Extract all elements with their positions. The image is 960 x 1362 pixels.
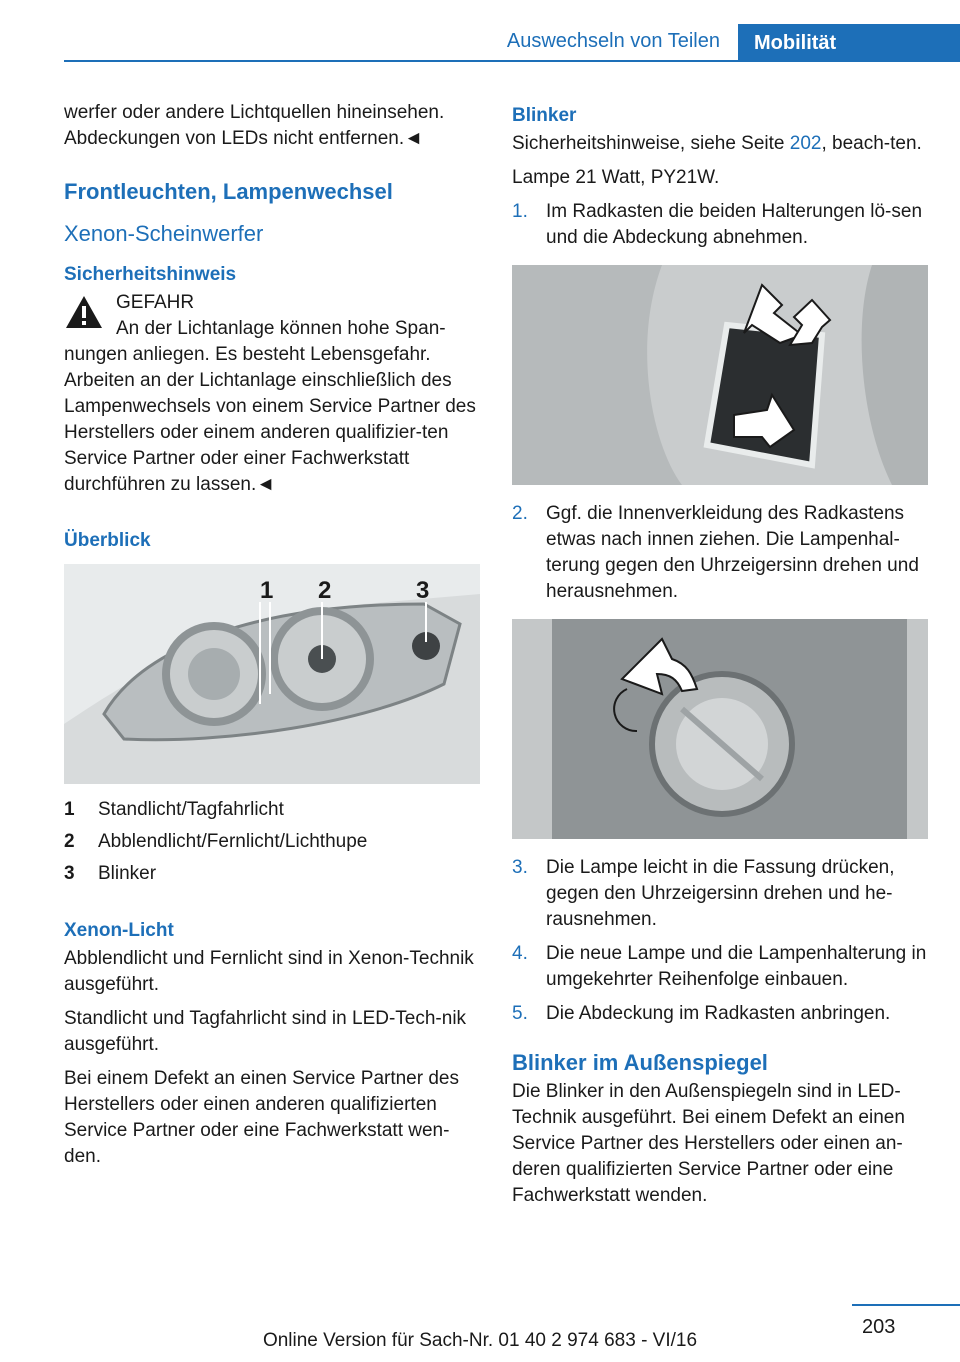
step-number: 4. xyxy=(512,943,528,964)
step-number: 5. xyxy=(512,1003,528,1024)
warning-title: GEFAHR xyxy=(116,292,195,313)
step-text: Die neue Lampe und die Lampenhalterung in umgekehrter Reihenfolge einbauen. xyxy=(546,943,927,990)
callout-3: 3 xyxy=(416,577,430,604)
chapter-tab: Mobilität xyxy=(738,24,960,62)
lamp-holder-image xyxy=(512,619,928,839)
footer-rule xyxy=(852,1304,960,1306)
step-item xyxy=(512,1001,932,1027)
heading-xenon-light: Xenon-Licht xyxy=(64,920,174,941)
page-number: 203 xyxy=(862,1316,896,1338)
safety-reference-text: Sicherheitshinweise, siehe Seite xyxy=(512,133,790,154)
legend-text: Abblendlicht/Fernlicht/Lichthupe xyxy=(98,831,368,852)
legend-item xyxy=(64,858,480,890)
wheel-arch-cover-image xyxy=(512,265,928,485)
heading-turn-signal: Blinker xyxy=(512,105,577,126)
lamp-spec: Lampe 21 Watt, PY21W. xyxy=(512,167,720,188)
xenon-paragraph-1: Abblendlicht und Fernlicht sind in Xenon-Technik ausgeführt. xyxy=(64,948,474,995)
step-text: Ggf. die Innenverkleidung des Radkastens etwas nach innen ziehen. Die Lampenhal-terung gegen den Uhrzeigersinn drehen und herausnehmen. xyxy=(546,503,919,602)
right-column xyxy=(512,103,932,1217)
step-text: Die Abdeckung im Radkasten anbringen. xyxy=(546,1003,891,1024)
step-item xyxy=(512,941,932,993)
warning-first-line: An der Lichtanlage können hohe Span- xyxy=(116,318,446,339)
warning-body: nungen anliegen. Es besteht Lebensgefahr. Arbeiten an der Lichtanlage einschließlich des Lampenwechsels von einem Service Partner des Herstellers oder einem anderen qualifizier-ten Service Partner oder einer Fachwerkstatt durchführen zu lassen.◄ xyxy=(64,344,476,495)
legend-number: 2 xyxy=(64,831,75,852)
callout-1: 1 xyxy=(260,577,274,604)
step-item xyxy=(512,199,932,251)
legend-number: 3 xyxy=(64,863,75,884)
legend-number: 1 xyxy=(64,799,75,820)
mirror-turn-signal-text: Die Blinker in den Außenspiegeln sind in LED-Technik ausgeführt. Bei einem Defekt an einen Service Partner des Herstellers oder einen an-deren qualifizierten Service Partner oder eine Fachwerkstatt wenden. xyxy=(512,1081,905,1206)
safety-reference-text-end: , beach-ten. xyxy=(821,133,922,154)
step-number: 2. xyxy=(512,503,528,524)
overview-legend xyxy=(64,794,480,890)
legend-text: Standlicht/Tagfahrlicht xyxy=(98,799,284,820)
header-rule xyxy=(64,60,960,62)
step-text: Die Lampe leicht in die Fassung drücken, gegen den Uhrzeigersinn drehen und he-rausnehmen. xyxy=(546,857,895,930)
callout-2: 2 xyxy=(318,577,332,604)
step-number: 1. xyxy=(512,201,528,222)
danger-warning xyxy=(64,290,480,498)
step-number: 3. xyxy=(512,857,528,878)
legend-item xyxy=(64,826,480,858)
legend-item xyxy=(64,794,480,826)
left-column xyxy=(64,100,480,1178)
legend-text: Blinker xyxy=(98,863,157,884)
heading-front-lights: Frontleuchten, Lampenwechsel xyxy=(64,179,393,204)
headlight-overview-image xyxy=(64,564,480,784)
xenon-paragraph-2: Standlicht und Tagfahrlicht sind in LED-Tech-nik ausgeführt. xyxy=(64,1008,467,1055)
page-link-202[interactable]: 202 xyxy=(789,133,822,154)
footer-version: Online Version für Sach-Nr. 01 40 2 974 683 - VI/16 xyxy=(262,1330,698,1351)
safety-reference xyxy=(512,131,932,157)
heading-mirror-turn-signal: Blinker im Außenspiegel xyxy=(512,1050,768,1075)
xenon-paragraph-3: Bei einem Defekt an einen Service Partner des Herstellers oder einen anderen qualifizierten Service Partner oder eine Fachwerkstatt wen-den. xyxy=(64,1068,459,1167)
step-text: Im Radkasten die beiden Halterungen lö-sen und die Abdeckung abnehmen. xyxy=(546,201,923,248)
heading-xenon-headlights: Xenon-Scheinwerfer xyxy=(64,221,264,246)
steps-list xyxy=(512,199,932,1027)
warning-triangle-icon xyxy=(64,294,104,330)
step-item xyxy=(512,501,932,605)
running-header-section: Auswechseln von Teilen xyxy=(506,30,720,52)
intro-text: werfer oder andere Lichtquellen hineinsehen. Abdeckungen von LEDs nicht entfernen.◄ xyxy=(64,102,445,149)
step-item xyxy=(512,855,932,933)
heading-safety-note: Sicherheitshinweis xyxy=(64,264,237,285)
heading-overview: Überblick xyxy=(64,530,151,551)
